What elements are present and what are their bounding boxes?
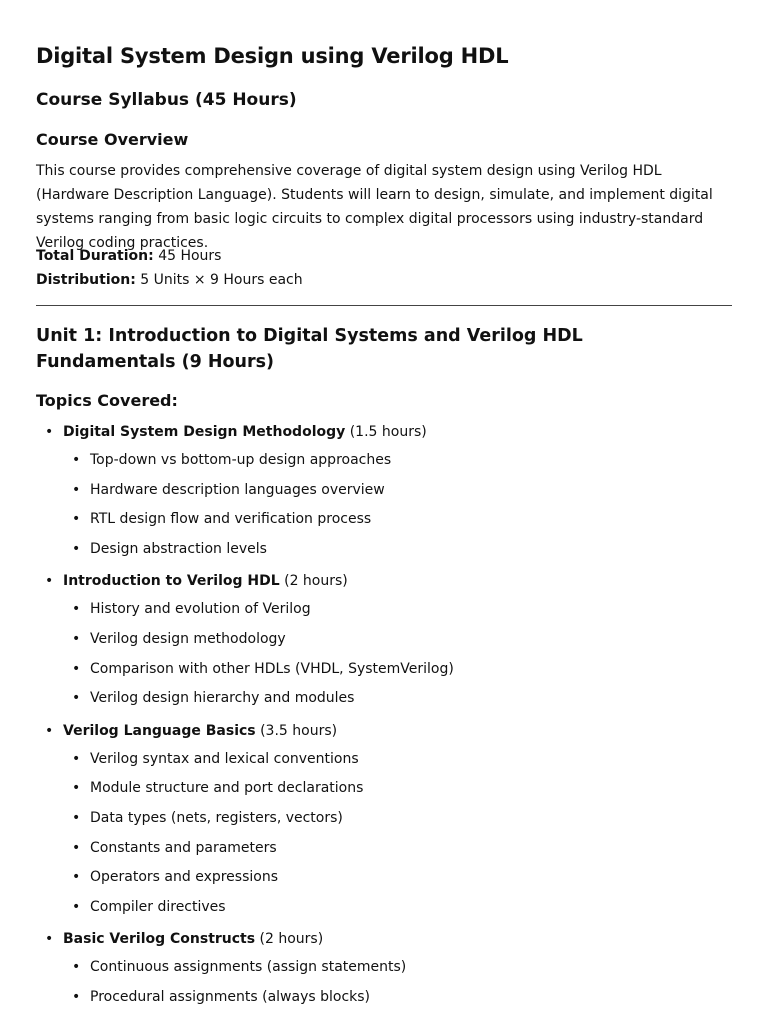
subtopic-item: [36, 625, 732, 655]
subtopic-list: [36, 595, 732, 713]
subtopic-text: Verilog design hierarchy and modules: [90, 690, 355, 707]
topics-covered-heading: Topics Covered:: [36, 391, 178, 410]
subtopic-text: Verilog syntax and lexical conventions: [90, 750, 359, 767]
unit-1-heading: Unit 1: Introduction to Digital Systems and Verilog HDL Fundamentals (9 Hours): [36, 326, 583, 372]
subtopic-text: Top-down vs bottom-up design approaches: [90, 452, 392, 468]
bullet-icon: •: [72, 481, 81, 498]
overview-paragraph: This course provides comprehensive coverage of digital system design using Verilog HDL (Hardware Description Language). Students will learn to design, simulate, and implement digital systems ranging from basic logic circuits to complex digital processors using industry-standard Verilog coding practices.: [36, 163, 713, 251]
bullet-icon: •: [72, 630, 81, 647]
subtopic-item: [36, 476, 732, 506]
distribution: [36, 270, 303, 290]
topic-head: [36, 717, 732, 745]
subtopic-item: [36, 893, 732, 923]
subtopic-list: [36, 446, 732, 564]
total-duration-label: Total Duration:: [36, 248, 154, 264]
topic-name: Digital System Design Methodology: [63, 424, 346, 440]
subtopic-item: [36, 655, 732, 685]
topic-list: [36, 418, 732, 1013]
bullet-icon: •: [45, 722, 54, 739]
subtopic-item: [36, 863, 732, 893]
topic-head: [36, 925, 732, 953]
subtopic-text: RTL design flow and verification process: [90, 511, 372, 528]
bullet-icon: •: [72, 511, 81, 528]
subtopic-item: [36, 505, 732, 535]
bullet-icon: •: [72, 660, 81, 677]
topic-item: [36, 567, 732, 713]
subtopic-item: [36, 953, 732, 983]
bullet-icon: •: [72, 540, 81, 557]
bullet-icon: •: [72, 750, 81, 767]
topic-item: [36, 717, 732, 923]
section-divider: [36, 305, 732, 306]
subtopic-text: Operators and expressions: [90, 869, 279, 886]
subtopic-text: Data types (nets, registers, vectors): [90, 809, 343, 826]
subtopic-text: Constants and parameters: [90, 839, 277, 856]
topic-hours: (3.5 hours): [255, 722, 338, 739]
bullet-icon: •: [72, 809, 81, 826]
subtopic-text: Continuous assignments (assign statements): [90, 959, 407, 976]
bullet-icon: •: [72, 601, 81, 618]
page-title: Digital System Design using Verilog HDL: [36, 44, 509, 68]
bullet-icon: •: [72, 959, 81, 976]
topic-item: [36, 925, 732, 1012]
subtopic-text: Hardware description languages overview: [90, 481, 385, 498]
subtopic-item: [36, 684, 732, 714]
subtopic-text: Procedural assignments (always blocks): [90, 988, 371, 1005]
topic-name: Basic Verilog Constructs: [63, 931, 256, 948]
subtopic-text: Module structure and port declarations: [90, 780, 364, 797]
subtopic-list: [36, 953, 732, 1012]
syllabus-subtitle: Course Syllabus (45 Hours): [36, 90, 297, 110]
bullet-icon: •: [72, 839, 81, 856]
subtopic-text: Comparison with other HDLs (VHDL, SystemVerilog): [90, 660, 454, 677]
subtopic-item: [36, 745, 732, 775]
subtopic-text: Compiler directives: [90, 898, 226, 915]
subtopic-text: Design abstraction levels: [90, 540, 267, 557]
subtopic-text: Verilog design methodology: [90, 630, 286, 647]
subtopic-list: [36, 745, 732, 923]
topic-item: [36, 418, 732, 564]
subtopic-item: [36, 446, 732, 476]
distribution-label: Distribution:: [36, 272, 136, 288]
bullet-icon: •: [72, 452, 81, 468]
topic-hours: (2 hours): [255, 931, 324, 948]
topic-head: [36, 418, 732, 446]
total-duration-value: 45 Hours: [153, 248, 222, 264]
topic-hours: (2 hours): [279, 573, 348, 590]
bullet-icon: •: [72, 988, 81, 1005]
subtopic-text: History and evolution of Verilog: [90, 601, 311, 618]
total-duration: [36, 246, 221, 266]
bullet-icon: •: [72, 690, 81, 707]
bullet-icon: •: [45, 424, 54, 440]
bullet-icon: •: [72, 898, 81, 915]
bullet-icon: •: [45, 573, 54, 590]
bullet-icon: •: [45, 931, 54, 948]
overview-heading: Course Overview: [36, 130, 189, 149]
topic-head: [36, 567, 732, 595]
bullet-icon: •: [72, 869, 81, 886]
subtopic-item: [36, 595, 732, 625]
subtopic-item: [36, 535, 732, 565]
topic-name: Verilog Language Basics: [63, 722, 256, 739]
subtopic-item: [36, 834, 732, 864]
topic-name: Introduction to Verilog HDL: [63, 573, 280, 590]
subtopic-item: [36, 804, 732, 834]
bullet-icon: •: [72, 780, 81, 797]
subtopic-item: [36, 774, 732, 804]
subtopic-item: [36, 983, 732, 1013]
distribution-value: 5 Units × 9 Hours each: [135, 272, 303, 288]
topic-hours: (1.5 hours): [345, 424, 427, 440]
